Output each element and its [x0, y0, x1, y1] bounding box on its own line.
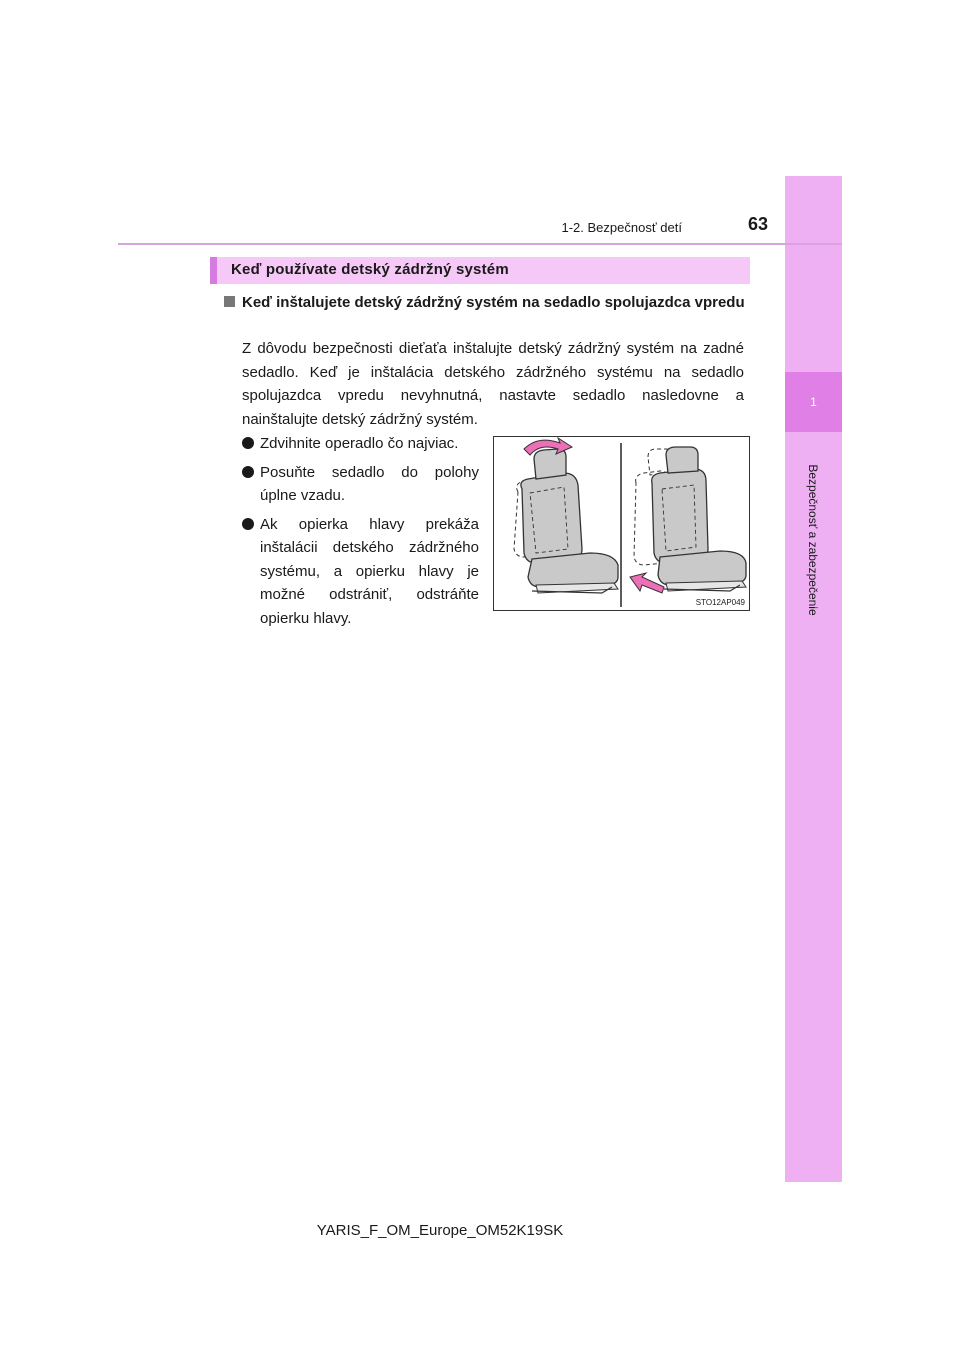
square-bullet-icon	[224, 296, 235, 307]
list-item-text: Ak opierka hlavy prekáža inštalácii detského zádržného systému, a opierku hlavy je možné odstrániť, odstráňte opierku hlavy.	[260, 515, 479, 627]
header-divider	[118, 243, 842, 245]
subheader-title: Keď používate detský zádržný systém	[231, 261, 509, 278]
page-number: 63	[748, 214, 769, 234]
list-item-text: Zdvihnite operadlo čo najviac.	[260, 435, 459, 452]
list-item-text: Posuňte sedadlo do polohy úplne vzadu.	[260, 463, 479, 504]
left-seat-icon	[514, 438, 618, 593]
list-item	[242, 432, 479, 456]
section-heading-text: Keď inštalujete detský zádržný systém na sedadlo spolujazdca vpredu	[242, 294, 745, 311]
bullet-dot-icon	[242, 518, 254, 530]
chapter-title: Bezpečnosť a zabezpečenie	[806, 464, 820, 616]
seat-illustration	[494, 437, 749, 610]
document-footer: YARIS_F_OM_Europe_OM52K19SK	[316, 1222, 564, 1239]
body-paragraph: Z dôvodu bezpečnosti dieťaťa inštalujte detský zádržný systém na zadné sedadlo. Keď je inštalácia detského zádržného systému na sedadlo spolujazdca vpredu nevyhnutná, nastavte sedadlo nasledovne a nainštalujte detský zádržný systém.	[242, 340, 744, 428]
seat-adjustment-figure	[493, 436, 750, 611]
figure-code: STO12AP049	[695, 598, 745, 607]
right-seat-icon	[630, 447, 746, 593]
bullet-dot-icon	[242, 466, 254, 478]
subheader-bar	[210, 257, 750, 284]
bullet-dot-icon	[242, 437, 254, 449]
section-heading	[224, 291, 749, 314]
chapter-number: 1	[810, 395, 817, 409]
instruction-list	[242, 432, 479, 635]
list-item	[242, 461, 479, 508]
section-label: 1-2. Bezpečnosť detí	[561, 220, 682, 235]
side-tab	[785, 176, 842, 1182]
list-item	[242, 513, 479, 631]
